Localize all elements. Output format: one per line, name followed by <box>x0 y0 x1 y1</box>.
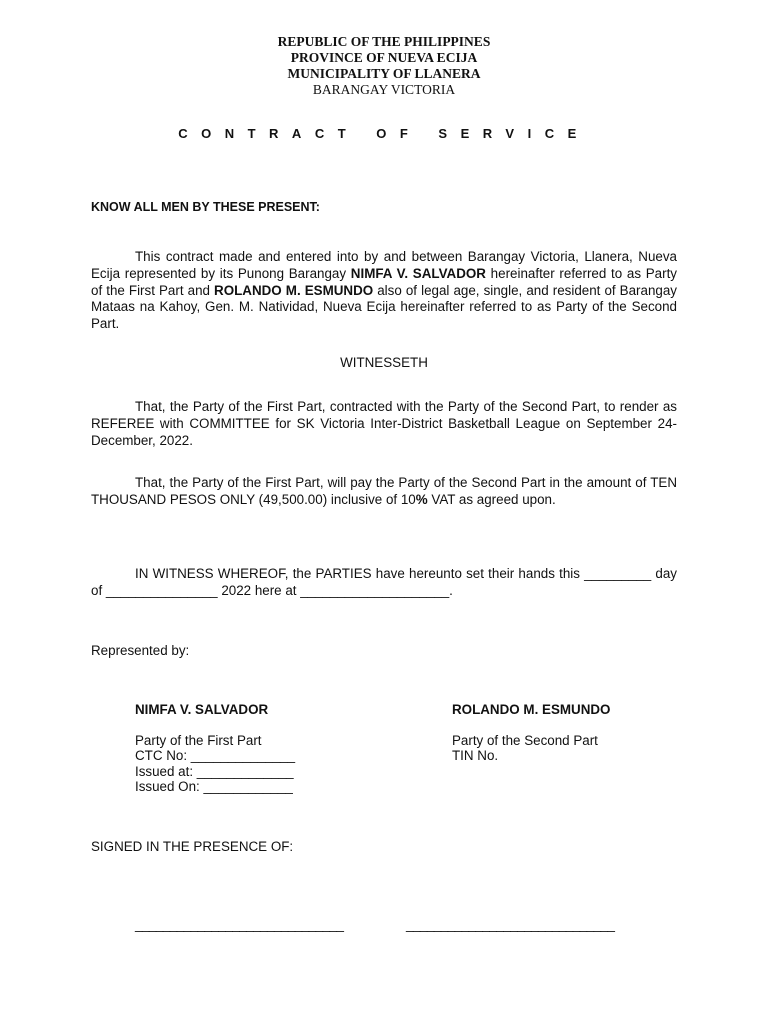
header-barangay: BARANGAY VICTORIA <box>312 82 456 97</box>
first-party-block <box>135 702 295 795</box>
clause-payment <box>91 475 677 509</box>
intro-text-1: This contract made and entered into by and between Barangay Victoria, Llanera, Nueva Ecija represented by its Punong Barangay <box>91 249 677 281</box>
second-party-name-inline: ROLANDO M. ESMUNDO <box>214 282 374 298</box>
header-municipality: MUNICIPALITY OF LLANERA <box>287 66 481 81</box>
issued-on-field: Issued On: ____________ <box>135 779 293 794</box>
witnesseth-heading: WITNESSETH <box>340 355 428 370</box>
second-party-name: ROLANDO M. ESMUNDO <box>452 702 611 717</box>
witness-signature-line-right: ______________________________ <box>406 917 615 932</box>
clause-referee: That, the Party of the First Part, contracted with the Party of the Second Part, to render as REFEREE with COMMITTEE for SK Victoria Inter-District Basketball League on September 24- December, 2022. <box>91 399 677 448</box>
first-party-name-inline: NIMFA V. SALVADOR <box>350 265 486 281</box>
first-party-role: Party of the First Part <box>135 732 262 748</box>
intro-paragraph <box>91 249 677 333</box>
document-header <box>0 34 768 98</box>
witness-signature-line-left: ______________________________ <box>135 917 344 932</box>
payment-percent: % <box>415 491 428 507</box>
represented-by-label: Represented by: <box>91 643 190 658</box>
header-province: PROVINCE OF NUEVA ECIJA <box>290 50 478 65</box>
header-republic: REPUBLIC OF THE PHILIPPINES <box>277 34 491 49</box>
signed-presence-label: SIGNED IN THE PRESENCE OF: <box>91 839 294 854</box>
document-title: CONTRACT OF SERVICE <box>178 126 590 141</box>
payment-text-2: VAT as agreed upon. <box>427 491 556 507</box>
issued-at-field: Issued at: _____________ <box>135 763 294 779</box>
intro-text-2: hereinafter referred to as Party of the First Part and <box>91 265 678 298</box>
ctc-number-field: CTC No: ______________ <box>135 748 296 763</box>
second-party-role: Party of the Second Part <box>452 732 598 748</box>
tin-number-field: TIN No. <box>452 748 499 763</box>
second-party-block <box>452 702 610 764</box>
first-party-name: NIMFA V. SALVADOR <box>135 702 269 717</box>
payment-text-1: That, the Party of the First Part, will pay the Party of the Second Part in the amount of TEN THOUSAND PESOS ONLY (49,500.00) inclusive of 10 <box>91 475 677 507</box>
in-witness-clause: IN WITNESS WHEREOF, the PARTIES have hereunto set their hands this _________ day of _______________ 2022 here at ____________________. <box>91 566 677 598</box>
intro-text-3: also of legal age, single, and resident of Barangay Mataas na Kahoy, Gen. M. Natividad, Nueva Ecija hereinafter referred to as Party of the Second Part. <box>91 282 677 332</box>
know-all-heading: KNOW ALL MEN BY THESE PRESENT: <box>91 200 320 214</box>
